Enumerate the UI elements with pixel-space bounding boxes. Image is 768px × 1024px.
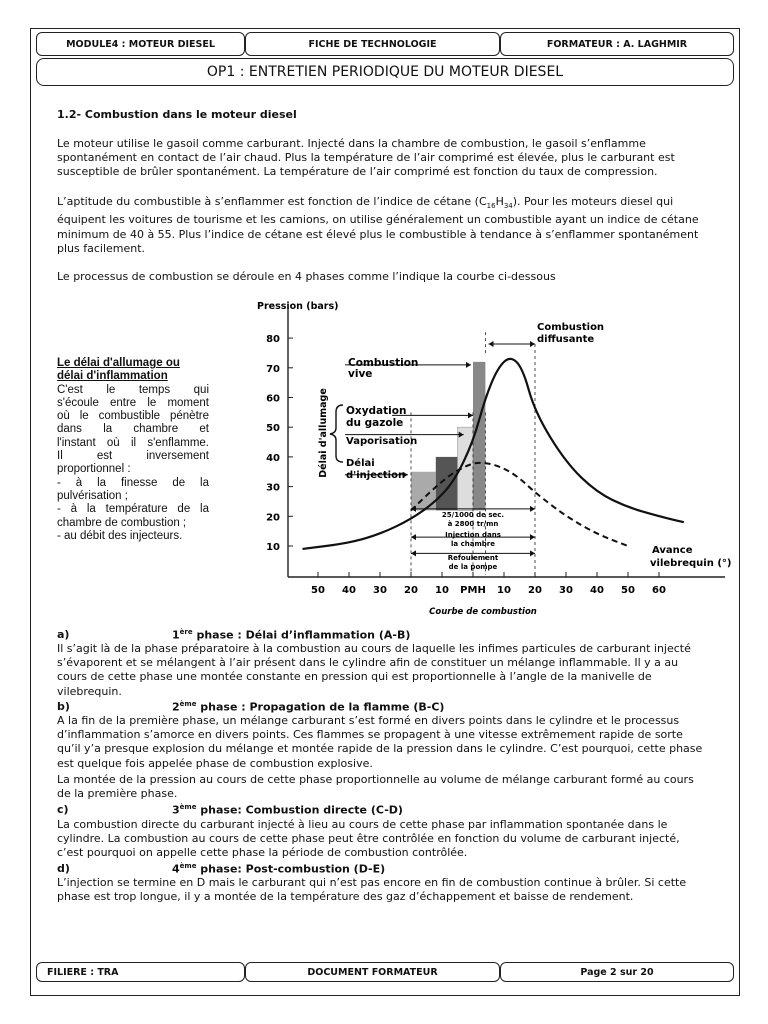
y-tick-label: 20 <box>266 512 280 524</box>
arrow-refoulement-head <box>530 550 535 556</box>
phase-d-text: L’injection se termine en D mais le carburant qui n’est pas encore en fin de combustion continue à brûler. Si cette phase est trop longue, il y a montée de la température des gaz d’échappement et baisse de rendement. <box>57 876 687 904</box>
label-delai-injection: Délai <box>346 458 375 469</box>
footer-filiere: FILIERE : TRA <box>36 962 245 982</box>
chart-title: Courbe de combustion <box>429 607 537 617</box>
arrow-combustion-vive-head <box>466 362 471 368</box>
side-note-line: dans la chambre et <box>57 423 209 436</box>
header-fiche: FICHE DE TECHNOLOGIE <box>245 32 500 56</box>
side-note-line: C'est le temps qui <box>57 383 209 396</box>
label-refoulement: de la pompe <box>448 563 498 571</box>
section-title: 1.2- Combustion dans le moteur diesel <box>57 108 297 121</box>
y-tick-label: 60 <box>266 393 280 405</box>
arrow-refoulement-tail <box>411 550 416 556</box>
x-axis-label: vilebrequin (°) <box>650 558 732 569</box>
x-tick-label: 20 <box>528 585 542 596</box>
side-note-line: s'écoule entre le moment <box>57 396 209 409</box>
label-delai-allumage: Délai d'allumage <box>318 388 329 478</box>
label-injection-chambre: la chambre <box>451 540 495 548</box>
phase-c-text: La combustion directe du carburant injecté à lieu au cours de cette phase par inflammation spontanée dans le cylindre. La combustion au cours de cette phase peut être contrôlée en fonction du volume de carburant injecté, c’est pourquoi on appelle cette phase la période de combustion contrôlée. <box>57 818 680 860</box>
side-note-line: chambre de combustion ; <box>57 516 187 529</box>
label-oxydation: du gazole <box>346 417 404 429</box>
x-tick-label: 40 <box>590 585 604 596</box>
arrow-injection-chambre-head <box>530 534 535 540</box>
x-tick-label: 30 <box>373 585 387 596</box>
side-note-line: où le combustible pénètre <box>57 410 209 423</box>
footer-document: DOCUMENT FORMATEUR <box>245 962 500 982</box>
label-combustion-diffusante: Combustion <box>537 322 605 333</box>
brace <box>330 405 343 462</box>
label-combustion-vive: vive <box>348 368 373 380</box>
y-axis-label: Pression (bars) <box>257 301 339 312</box>
x-tick-label: 40 <box>342 585 356 596</box>
side-note-line: - au débit des injecteurs. <box>57 529 183 542</box>
label-combustion-diffusante: diffusante <box>537 334 595 345</box>
label-injection-time: 25/1000 de sec. <box>441 511 505 519</box>
label-refoulement: Refoulement <box>447 554 499 562</box>
x-tick-label: 50 <box>621 585 635 596</box>
x-tick-label: 20 <box>404 585 418 596</box>
side-note-line: - à la finesse de la <box>57 476 209 489</box>
arrow-oxydation-head <box>468 412 473 418</box>
x-tick-label: 50 <box>311 585 325 596</box>
header-module: MODULE4 : MOTEUR DIESEL <box>36 32 245 56</box>
label-combustion-vive: Combustion <box>348 357 419 369</box>
label-vaporisation: Vaporisation <box>346 436 418 447</box>
label-injection-chambre: Injection dans <box>445 531 501 539</box>
phase-b-text: A la fin de la première phase, un mélange carburant s’est formé en divers points dans le cylindre et le processus d’inflammation s’amorce en divers points. Ces flammes se propagent à une vitesse extrêmement rapide de sorte qu’il y’a presque explosion du mélange et montée rapide de la pression dans le cylindre. C’est pourquoi, cette phase est quelque fois appelée phase de combustion explosive. <box>57 714 703 770</box>
x-tick-label: 10 <box>497 585 511 596</box>
label-delai-injection: d'injection <box>346 470 406 481</box>
x-tick-label: 10 <box>435 585 449 596</box>
footer-page: Page 2 sur 20 <box>500 962 734 982</box>
y-tick-label: 10 <box>266 542 280 553</box>
y-tick-label: 80 <box>266 334 280 346</box>
y-tick-label: 50 <box>266 423 280 435</box>
side-note-heading: Le délai d'allumage ou <box>57 357 180 369</box>
side-note-line: l'instant où il s'enflamme. <box>57 436 209 449</box>
arrow-injection-time-head <box>530 506 535 512</box>
phase-bar-vaporisation <box>436 457 458 510</box>
x-axis-label: Avance <box>652 545 693 556</box>
x-tick-label: 60 <box>652 585 666 596</box>
arrow-injection-chambre-tail <box>411 534 416 540</box>
side-note-heading: délai d'inflammation <box>57 370 168 383</box>
paragraph-1: Le moteur utilise le gasoil comme carburant. Injecté dans la chambre de combustion, le gasoil s’enflamme spontanément en contact de l’air chaud. Plus la température de l’air comprimé est élevée, plus le carburant est susceptible de brûler spontanément. La température de l’air comprimé est fonction du taux de compression. <box>57 137 675 179</box>
page-title: OP1 : ENTRETIEN PERIODIQUE DU MOTEUR DIESEL <box>36 58 734 86</box>
x-tick-label: 30 <box>559 585 573 596</box>
side-note-line: pulvérisation ; <box>57 489 128 502</box>
side-note-line: Il est inversement <box>57 450 209 463</box>
phase-b-text-2: La montée de la pression au cours de cette phase proportionnelle au volume de mélange carburant formé au cours de la première phase. <box>57 773 694 801</box>
paragraph-2: L’aptitude du combustible à s’enflammer est fonction de l’indice de cétane $(C_{16}H_{34})$. Pour les moteurs diesel qui équipent les voitures de tourisme et les camions, on utilise généralement un combustible ayant un indice de cétane minimum de 40 à 55. Plus l’indice de cétane est élevé plus le combustible à tendance à s’enflammer spontanément plus facilement. <box>57 195 699 255</box>
side-note-line: proportionnel : <box>57 463 131 476</box>
label-injection-time: à 2800 tr/mn <box>447 520 499 528</box>
arrow-combustion-diffusante-tail <box>489 341 494 347</box>
phase-a-text: Il s’agit là de la phase préparatoire à la combustion au cours de laquelle les infimes particules de carburant injecté s’évaporent et se mélangent à l’air présent dans le cylindre afin de constituer un mélange inflammable. Il y a au cours de cette phase une montée constante en pression qui est proportionnelle à l’angle de la manivelle de vilebrequin. <box>57 642 691 698</box>
header-formateur: FORMATEUR : A. LAGHMIR <box>500 32 734 56</box>
y-tick-label: 70 <box>266 363 280 375</box>
y-tick-label: 30 <box>266 482 280 494</box>
side-note-line: - à la température de la <box>57 503 209 516</box>
paragraph-3: Le processus de combustion se déroule en 4 phases comme l’indique la courbe ci-dessous <box>57 270 556 283</box>
x-tick-label: PMH <box>460 585 486 596</box>
y-tick-label: 40 <box>266 452 280 464</box>
arrow-combustion-diffusante-head <box>530 341 535 347</box>
label-oxydation: Oxydation <box>346 405 407 417</box>
